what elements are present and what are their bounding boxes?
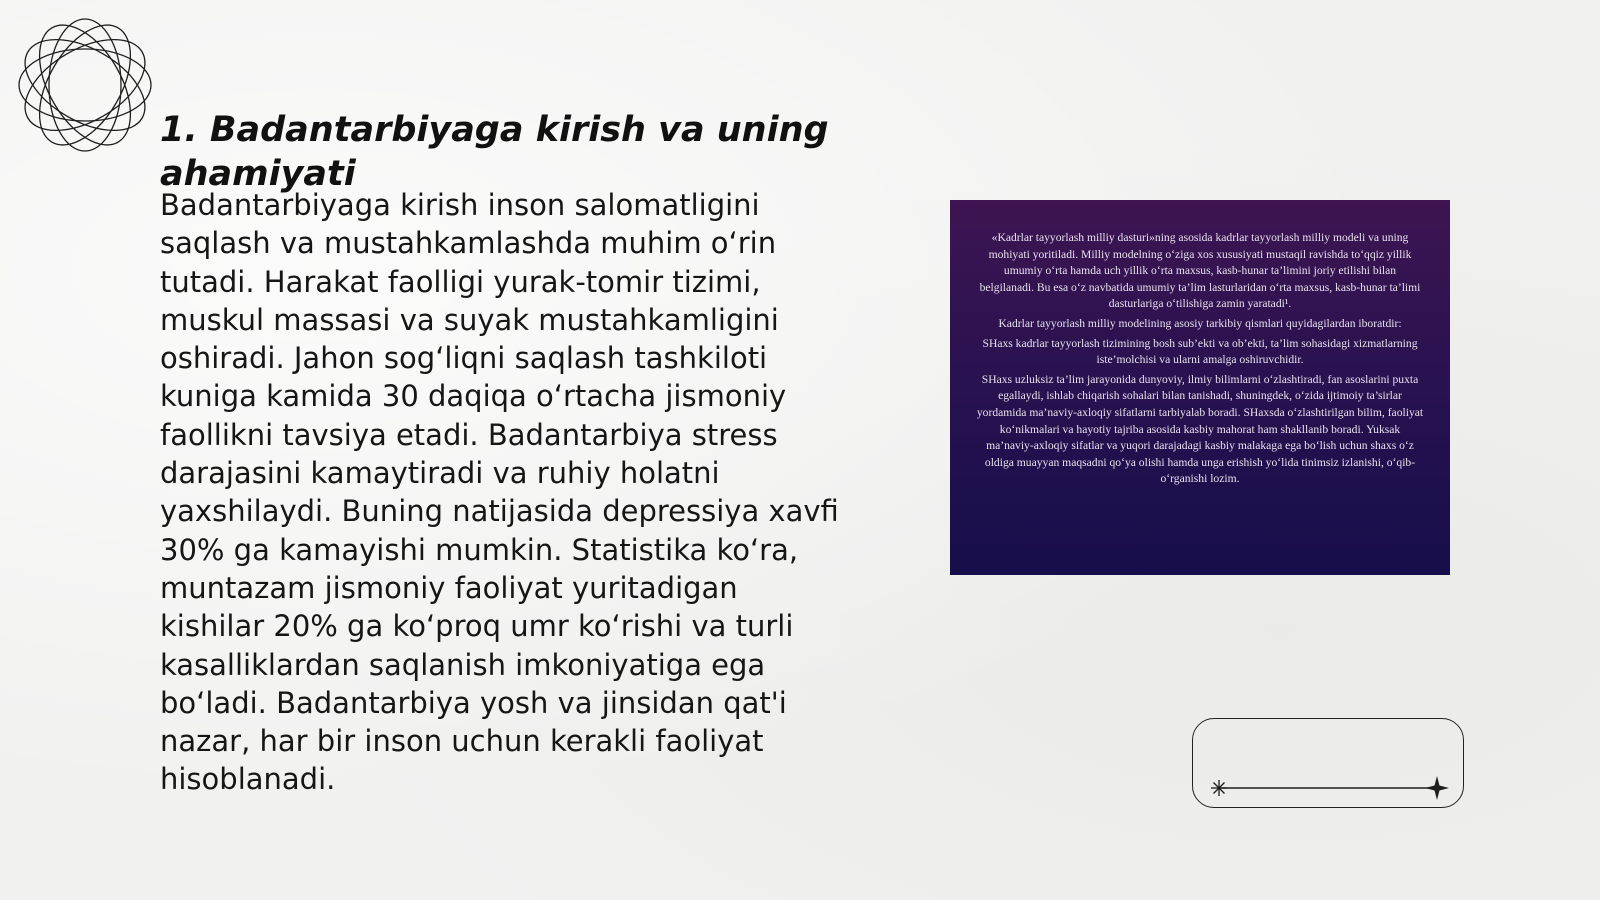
slide-body-text: Badantarbiyaga kirish inson salomatligini saqlash va mustahkamlashda muhim oʻrin tutadi. Harakat faolligi yurak-tomir tizimi, muskul massasi va suyak mustahkamligini oshiradi. Jahon sogʻliqni saqlash tashkiloti kuniga kamida 30 daqiqa oʻrtacha jismoniy faollikni tavsiya etadi. Badantarbiya stress darajasini kamaytiradi va ruhiy holatni yaxshilaydi. Buning natijasida depressiya xavfi 30% ga kamayishi mumkin. Statistika koʻra, muntazam jismoniy faoliyat yuritadigan kishilar 20% ga koʻproq umr koʻrishi va turli kasalliklardan saqlanish imkoniyatiga ega boʻladi. Badantarbiya yosh va jinsidan qat'i nazar, har bir inson uchun kerakli faoliyat hisoblanadi.	[160, 188, 839, 797]
slide-title: 1. Badantarbiyaga kirish va uning ahamiyati	[160, 110, 829, 194]
decorative-line	[1193, 719, 1465, 809]
image-paragraph: SHaxs uzluksiz ta’lim jarayonida dunyoviy, ilmiy bilimlarni o‘zlashtiradi, fan asoslarini puxta egallaydi, ishlab chiqarish sohalari bilan tanishadi, shuningdek, o‘zida ijtimoiy ta’sirlar yordamida ma’naviy-axloqiy sifatlarni tarbiyalab boradi. SHaxsda o‘zlashtirilgan bilim, faoliyat ko‘nikmalari va hayotiy tajriba asosida kasbiy mahorat ham shakllanib boradi. Yuksak ma’naviy-axloqiy sifatlar va yuqori darajadagi kasbiy malakaga ega bo‘lish uchun shaxs o‘z oldiga muayyan maqsadni qo‘ya olishi hamda unga erishish yo‘lida tinimsiz izlanishi, o‘qib-o‘rganishi lozim.	[976, 372, 1424, 486]
sparkle-icon	[1211, 780, 1227, 796]
image-paragraph: Kadrlar tayyorlash milliy modelining asosiy tarkibiy qismlari quyidagilardan iboratdir:	[998, 316, 1402, 330]
rosette-ornament-icon	[10, 10, 160, 160]
document-image-panel	[950, 200, 1450, 575]
image-paragraph: SHaxs kadrlar tayyorlash tizimining bosh sub’ekti va ob’ekti, ta’lim sohasidagi xizmatlarning iste’molchisi va ularni amalga oshiruvchidir.	[982, 336, 1418, 367]
decorative-frame	[1192, 718, 1464, 808]
four-point-star-icon	[1425, 776, 1449, 800]
image-paragraph: «Kadrlar tayyorlash milliy dasturi»ning asosida kadrlar tayyorlash milliy modeli va uning mohiyati yoritiladi. Milliy modelning o‘ziga xos xususiyati mustaqil ravishda to‘qqiz yillik umumiy o‘rta hamda uch yillik o‘rta maxsus, kasb-hunar ta’limini joriy etilishi bilan belgilanadi. Bu esa o‘z navbatida umumiy ta’lim lasturlaridan o‘rta maxsus, kasb-hunar ta’limi dasturlariga o‘tilishiga zamin yaratadi¹.	[979, 231, 1421, 311]
